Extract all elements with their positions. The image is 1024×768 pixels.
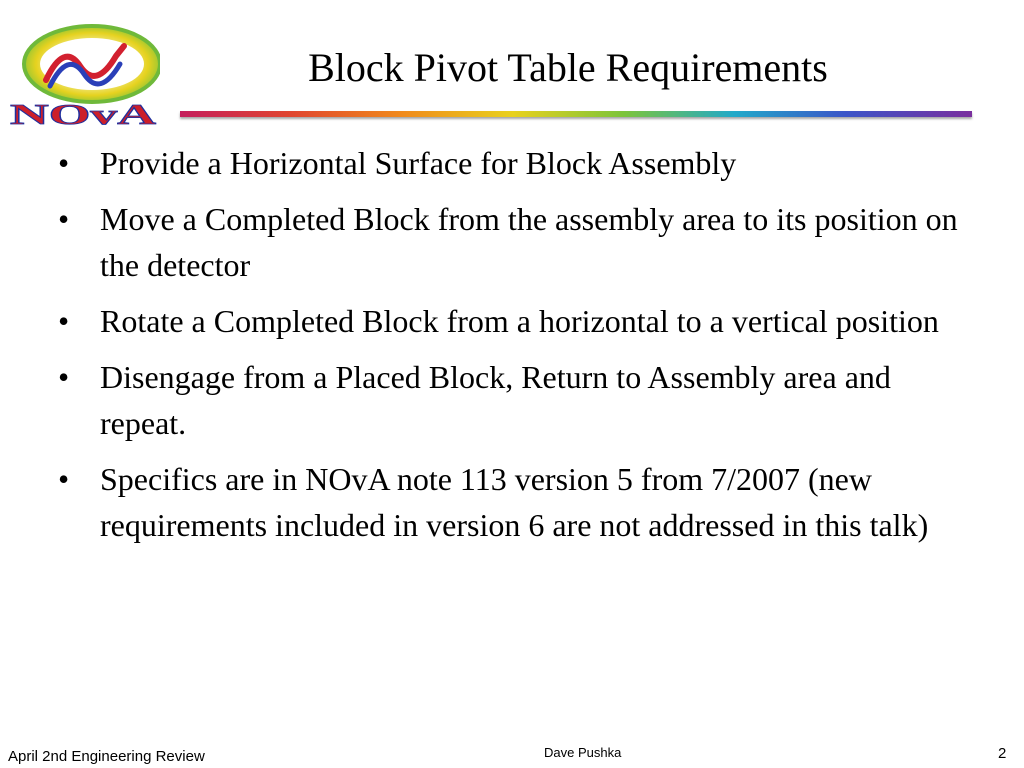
bullet-dot-icon: •	[58, 201, 70, 237]
bullet-dot-icon: •	[58, 461, 70, 497]
bullet-text: Rotate a Completed Block from a horizontal to a vertical position	[100, 303, 939, 339]
bullet-text: Disengage from a Placed Block, Return to Assembly area and repeat.	[100, 359, 891, 441]
bullet-item	[58, 140, 958, 186]
title-rainbow-rule	[180, 111, 972, 117]
bullet-text: Move a Completed Block from the assembly area to its position on the detector	[100, 201, 958, 283]
bullet-dot-icon: •	[58, 145, 70, 181]
bullet-item	[58, 456, 958, 548]
logo-text: NOvA	[10, 100, 158, 128]
bullet-list	[58, 140, 958, 558]
bullet-item	[58, 298, 958, 344]
page-number: 2	[998, 745, 1007, 762]
bullet-item	[58, 196, 958, 288]
bullet-dot-icon: •	[58, 359, 70, 395]
footer-author: Dave Pushka	[544, 745, 622, 760]
bullet-text: Specifics are in NOvA note 113 version 5 from 7/2007 (new requirements included in version 6 are not addressed in this talk)	[100, 461, 929, 543]
nova-logo	[4, 20, 160, 128]
bullet-text: Provide a Horizontal Surface for Block Assembly	[100, 145, 737, 181]
slide-title: Block Pivot Table Requirements	[308, 45, 828, 90]
footer-event: April 2nd Engineering Review	[8, 748, 205, 765]
bullet-dot-icon: •	[58, 303, 70, 339]
bullet-item	[58, 354, 958, 446]
